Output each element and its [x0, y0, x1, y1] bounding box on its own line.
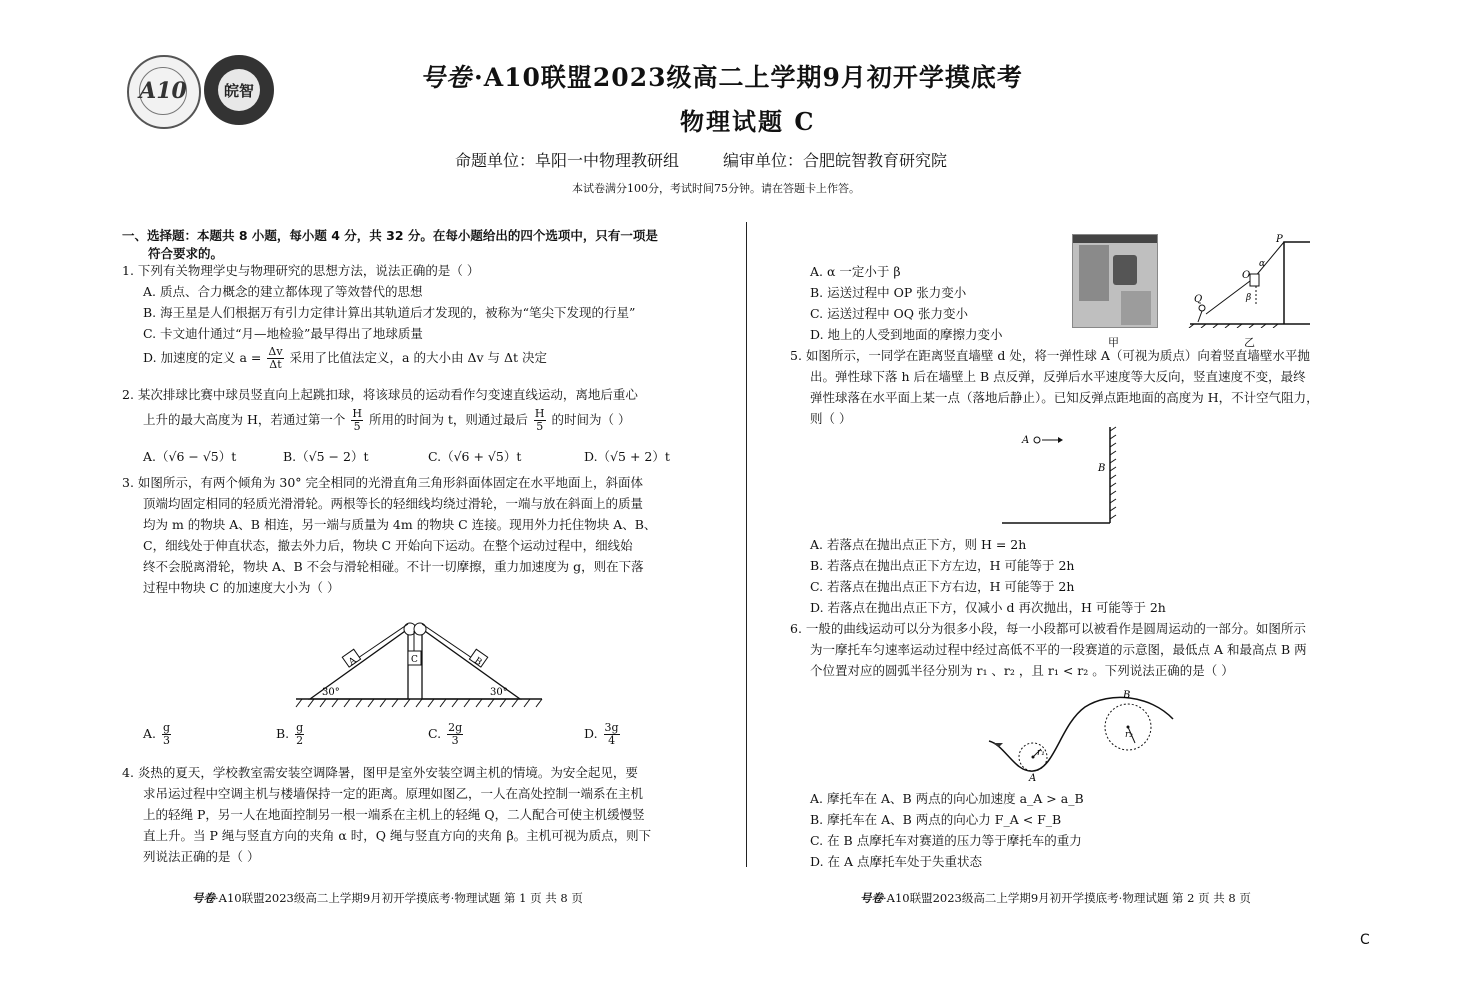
- q5-line-4: 则（ ）: [810, 411, 852, 426]
- q6-line-3: 个位置对应的圆弧半径分别为 r₁ 、r₂ ，且 r₁ < r₂ 。下列说法正确的是（ ）: [810, 663, 1234, 678]
- q2-stem-2c: 的时间为（ ）: [551, 412, 631, 427]
- q4-caption-2: 乙: [1244, 336, 1255, 349]
- right-string: [422, 624, 472, 658]
- person-head: [1199, 305, 1205, 311]
- exam-title-text: ·A10联盟2023级高二上学期9月初开学摸底考: [474, 63, 1023, 92]
- center-r2: [1127, 726, 1130, 729]
- q5-wall-diagram: [1000, 425, 1130, 527]
- q2-stem-2: [143, 408, 630, 433]
- q3-opt-c-frac: [447, 722, 463, 747]
- arrow-head: [1058, 437, 1063, 443]
- label-o: O: [1242, 270, 1251, 281]
- footer-right-text: ·A10联盟2023级高二上学期9月初开学摸底考·物理试题 第 2 页 共 8 页: [883, 891, 1251, 905]
- alliance-logo: [127, 55, 201, 129]
- q2-stem-2b: 所用的时间为 t，则通过最后: [368, 412, 528, 427]
- q5-option-b: B. 若落点在抛出点正下方左边，H 可能等于 2h: [810, 558, 1075, 573]
- q3-line-1: 3. 如图所示，有两个倾角为 30° 完全相同的光滑直角三角形斜面体固定在水平地面上，斜面体: [122, 475, 644, 490]
- person-body: [1198, 311, 1202, 322]
- exam-meta: [455, 148, 947, 171]
- q3-option-b: [276, 722, 306, 747]
- label-q: Q: [1194, 294, 1203, 305]
- q2-frac-2-num: H: [534, 407, 545, 420]
- label-beta: β: [1246, 293, 1252, 303]
- q4-option-d: D. 地上的人受到地面的摩擦力变小: [810, 327, 1003, 342]
- alliance-logo-mark: A10: [139, 67, 187, 115]
- q3-option-d: [584, 722, 622, 747]
- q6-line-1: 6. 一般的曲线运动可以分为很多小段，每一小段都可以被看作是圆周运动的一部分。如图所示: [790, 621, 1306, 636]
- q2-option-c: C.（√6 + √5）t: [428, 449, 522, 464]
- block-a-label: A: [347, 655, 359, 668]
- q5-line-1: 5. 如图所示，一同学在距离竖直墙壁 d 处，将一弹性球 A（可视为质点）向着竖直墙壁水平抛: [790, 348, 1310, 363]
- proposer: 命题单位：阜阳一中物理教研组: [455, 151, 680, 170]
- center-r1: [1032, 756, 1035, 759]
- exam-title: [420, 58, 1080, 94]
- footer-left: [192, 888, 583, 909]
- q3-opt-b-den: 2: [296, 734, 304, 747]
- ac-unit: [1250, 274, 1259, 286]
- q5-line-3: 弹性球落在水平面上某一点（落地后静止）。已知反弹点距地面的高度为 H，不计空气阻力，: [810, 390, 1319, 405]
- q4-line-1: 4. 炎热的夏天，学校教室需安装空调降暑，图甲是室外安装空调主机的情境。为安全起见，要: [122, 765, 638, 780]
- left-string: [358, 624, 408, 658]
- q2-frac-1-num: H: [352, 407, 362, 420]
- q4-line-4: 直上升。当 P 绳与竖直方向的夹角 α 时，Q 绳与竖直方向的夹角 β。主机可视为质点，则下: [143, 828, 652, 843]
- q4-option-b: B. 运送过程中 OP 张力变小: [810, 285, 967, 300]
- track-curve: [989, 697, 1173, 771]
- label-r1: r₁: [1037, 748, 1045, 758]
- q3-opt-b-frac: [295, 722, 304, 747]
- exam-subtitle: 物理试题 C: [680, 107, 816, 136]
- label-b: B: [1098, 463, 1106, 474]
- q2-option-a: A.（√6 − √5）t: [143, 449, 237, 464]
- q3-opt-b-label: B.: [276, 726, 290, 741]
- q1-stem: 1. 下列有关物理学史与物理研究的思想方法，说法正确的是（ ）: [122, 263, 480, 278]
- section-heading: 一、选择题：本题共 8 小题，每小题 4 分，共 32 分。在每小题给出的四个选项中，只有一项是: [122, 228, 658, 243]
- q4-line-5: 列说法正确的是（ ）: [143, 849, 260, 864]
- q4-option-c: C. 运送过程中 OQ 张力变小: [810, 306, 969, 321]
- q4-caption-1: 甲: [1108, 336, 1119, 349]
- wanzhi-logo: [204, 55, 274, 125]
- q1-frac-num: Δv: [268, 345, 283, 358]
- exam-note: 本试卷满分100分，考试时间75分钟。请在答题卡上作答。: [572, 182, 860, 195]
- q2-option-b: B.（√5 − 2）t: [283, 449, 369, 464]
- q2-frac-2-den: 5: [536, 420, 544, 433]
- q3-opt-c-den: 3: [451, 734, 459, 747]
- footer-right-brand: 号卷: [860, 891, 883, 905]
- q3-opt-d-num: 3g: [604, 721, 619, 734]
- q2-frac-1: [351, 408, 363, 433]
- right-angle-label: 30°: [490, 687, 508, 698]
- q3-line-6: 过程中物块 C 的加速度大小为（ ）: [143, 580, 340, 595]
- q3-opt-c-label: C.: [428, 726, 442, 741]
- q1-option-c: C. 卡文迪什通过“月—地检验”最早得出了地球质量: [143, 326, 423, 341]
- footer-left-text: ·A10联盟2023级高二上学期9月初开学摸底考·物理试题 第 1 页 共 8 页: [215, 891, 583, 905]
- footer-left-brand: 号卷: [192, 891, 215, 905]
- label-a: A: [1022, 435, 1030, 446]
- q3-opt-a-num: g: [163, 721, 171, 734]
- left-angle-label: 30°: [322, 687, 340, 698]
- wall-hatch: [1110, 427, 1116, 519]
- label-b: B: [1123, 690, 1131, 701]
- q3-opt-c-num: 2g: [448, 721, 463, 734]
- q3-line-5: 终不会脱离滑轮，物块 A、B 不会与滑轮相碰。不计一切摩擦，重力加速度为 g，则在下落: [143, 559, 644, 574]
- q1-option-a: A. 质点、合力概念的建立都体现了等效替代的思想: [143, 284, 423, 299]
- q3-line-2: 顶端均固定相同的轻质光滑滑轮。两根等长的轻细线均绕过滑轮，一端与放在斜面上的质量: [143, 496, 644, 511]
- q3-option-a: [143, 722, 173, 747]
- q2-stem-2a: 上升的最大高度为 H，若通过第一个: [143, 412, 346, 427]
- q3-line-4: C，细线处于伸直状态，撤去外力后，物块 C 开始向下运动。在整个运动过程中，细线始: [143, 538, 633, 553]
- q5-option-c: C. 若落点在抛出点正下方右边，H 可能等于 2h: [810, 579, 1075, 594]
- block-b-label: B: [472, 656, 484, 668]
- ball-a: [1034, 437, 1040, 443]
- q6-track-diagram: [985, 685, 1180, 785]
- q5-option-d: D. 若落点在抛出点正下方，仅减小 d 再次抛出，H 可能等于 2h: [810, 600, 1166, 615]
- q5-line-2: 出。弹性球下落 h 后在墙壁上 B 点反弹，反弹后水平速度等大反向，竖直速度不变，最终: [810, 369, 1306, 384]
- q3-opt-b-num: g: [296, 721, 304, 734]
- q4-option-a: A. α 一定小于 β: [810, 264, 901, 279]
- label-p: P: [1276, 234, 1283, 245]
- q1-fraction: [267, 346, 283, 371]
- q6-option-a: A. 摩托车在 A、B 两点的向心加速度 a_A > a_B: [810, 791, 1084, 806]
- footer-right: [860, 888, 1251, 909]
- q6-line-2: 为一摩托车匀速率运动过程中经过高低不平的一段赛道的示意图，最低点 A 和最高点 B 两: [810, 642, 1307, 657]
- label-alpha: α: [1259, 259, 1266, 269]
- q3-line-3: 均为 m 的物块 A、B 相连，另一端与质量为 4m 的物块 C 连接。现用外力托住物块 A、B、: [143, 517, 657, 532]
- q5-option-a: A. 若落点在抛出点正下方，则 H = 2h: [810, 537, 1027, 552]
- paper-version-mark: C: [1360, 932, 1370, 948]
- q2-stem-1: 2. 某次排球比赛中球员竖直向上起跳扣球，将该球员的运动看作匀变速直线运动，离地后重心: [122, 387, 638, 402]
- brand-mark: 号卷: [420, 63, 473, 92]
- block-c-label: C: [411, 655, 418, 665]
- q6-option-c: C. 在 B 点摩托车对赛道的压力等于摩托车的重力: [810, 833, 1082, 848]
- q4-rope-diagram: [1184, 232, 1314, 328]
- q1-option-b: B. 海王星是人们根据万有引力定律计算出其轨道后才发现的，被称为“笔尖下发现的行星”: [143, 305, 636, 320]
- q2-option-d: D.（√5 + 2）t: [584, 449, 670, 464]
- q6-option-b: B. 摩托车在 A、B 两点的向心力 F_A < F_B: [810, 812, 1062, 827]
- reviewer: 编审单位：合肥皖智教育研究院: [723, 151, 948, 170]
- q4-photo: [1072, 234, 1158, 328]
- q3-opt-d-den: 4: [608, 734, 616, 747]
- label-a: A: [1029, 773, 1037, 784]
- q4-line-2: 求吊运过程中空调主机与楼墙保持一定的距离。原理如图乙，一人在高处控制一端系在主机: [143, 786, 644, 801]
- q3-option-c: [428, 722, 465, 747]
- q3-opt-d-frac: [604, 722, 620, 747]
- q3-opt-a-den: 3: [163, 734, 171, 747]
- q3-incline-diagram: [290, 615, 550, 710]
- q3-opt-a-frac: [162, 722, 171, 747]
- building: [1284, 242, 1310, 324]
- q6-option-d: D. 在 A 点摩托车处于失重状态: [810, 854, 982, 869]
- q4-line-3: 上的轻绳 P，另一人在地面控制另一根一端系在主机上的轻绳 Q，二人配合可使主机缓慢竖: [143, 807, 645, 822]
- column-divider: [746, 222, 747, 867]
- q1-option-d: [143, 346, 547, 371]
- q3-opt-a-label: A.: [143, 726, 157, 741]
- q1-frac-den: Δt: [269, 358, 282, 371]
- label-r2: r₂: [1125, 730, 1133, 740]
- q1-option-d-pre: D. 加速度的定义 a =: [143, 350, 262, 365]
- wanzhi-logo-mark: 皖智: [218, 69, 260, 111]
- right-pulley: [414, 623, 426, 635]
- q1-option-d-post: 采用了比值法定义，a 的大小由 Δv 与 Δt 决定: [289, 350, 548, 365]
- ground-hatch: [296, 699, 542, 707]
- q2-frac-2: [534, 408, 546, 433]
- q2-frac-1-den: 5: [353, 420, 361, 433]
- section-heading-cont: 符合要求的。: [148, 246, 224, 261]
- q3-opt-d-label: D.: [584, 726, 598, 741]
